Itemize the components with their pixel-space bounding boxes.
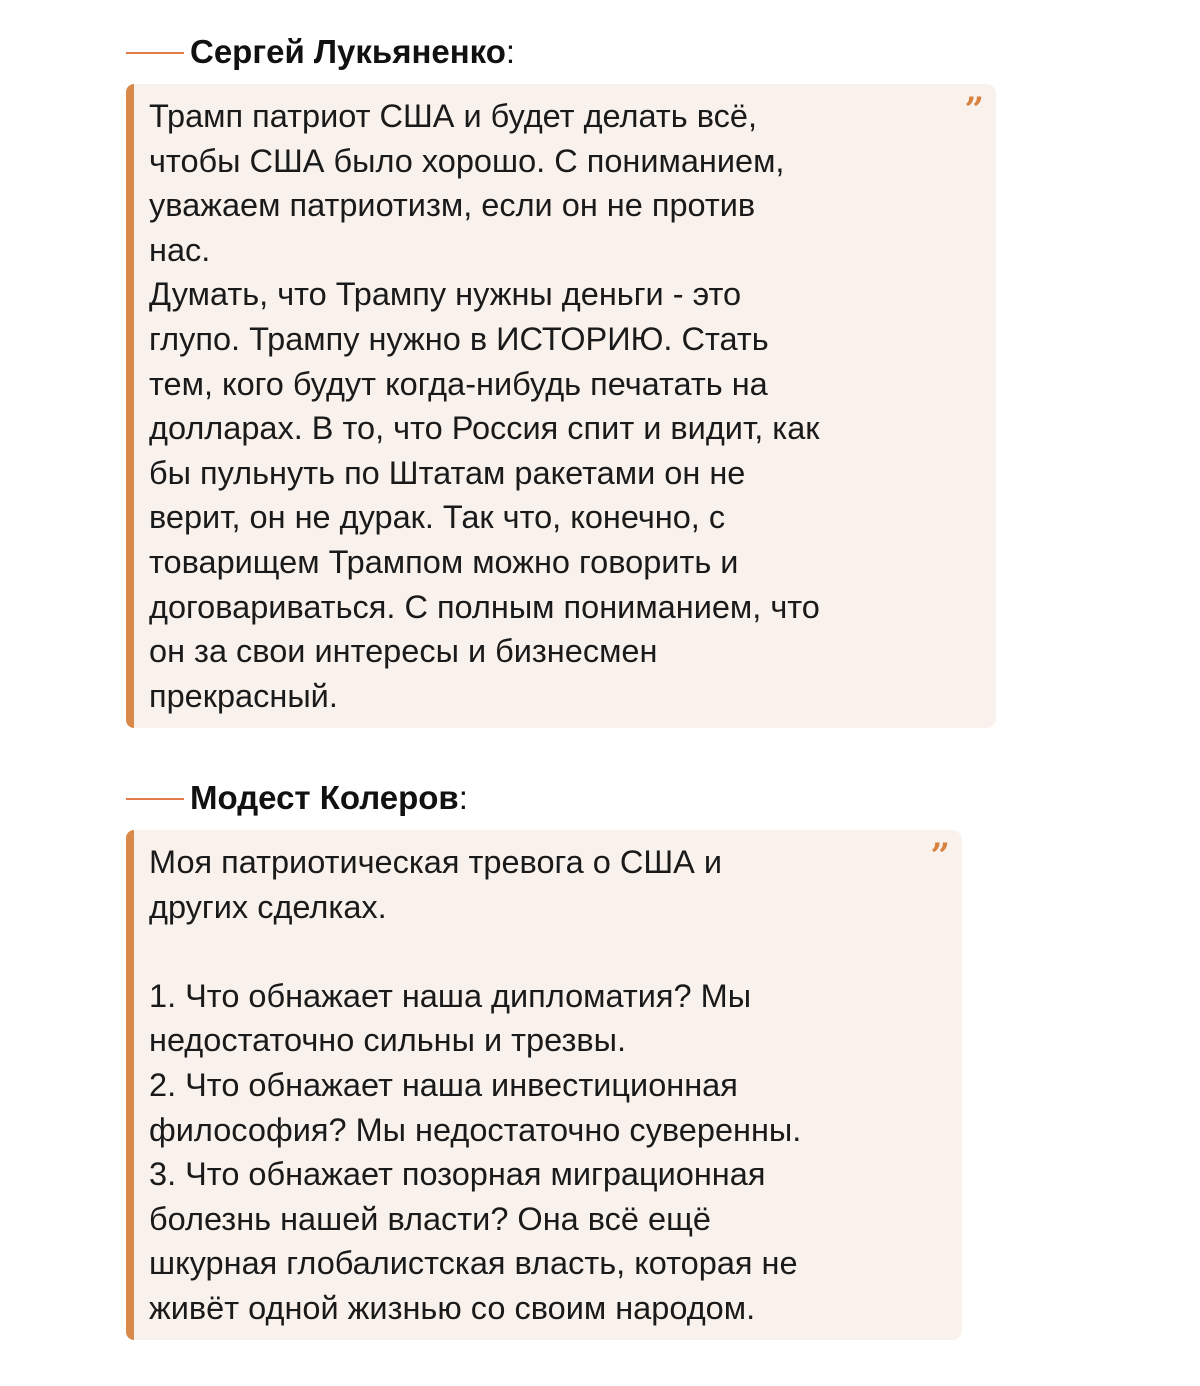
quote-block-kolerov	[126, 778, 962, 1340]
quote-text: Трамп патриот США и будет делать всё, чтобы США было хорошо. С пониманием, уважаем патриотизм, если он не против нас. Думать, что Трампу нужны деньги - это глупо. Трампу нужно в ИСТОРИЮ. Стать тем, кого будут когда-нибудь печатать на долларах. В то, что Россия спит и видит, как бы пульнуть по Штатам ракетами он не верит, он не дурак. Так что, конечно, с товарищем Трампом можно говорить и договариваться. С полным пониманием, что он за свои интересы и бизнесмен прекрасный.	[149, 98, 820, 714]
speaker-line	[126, 32, 996, 72]
quote-mark-icon: ”	[964, 90, 984, 130]
quote-mark-icon: ”	[930, 836, 950, 876]
speaker-colon: :	[505, 33, 516, 70]
quote-bubble	[126, 84, 996, 728]
speaker-name: Сергей Лукьяненко	[190, 33, 506, 70]
quote-bubble	[126, 830, 962, 1340]
speaker-line	[126, 778, 962, 818]
speaker-dash	[126, 52, 184, 54]
quote-block-lukyanenko	[126, 32, 996, 728]
quote-text: Моя патриотическая тревога о США и других сделках. 1. Что обнажает наша дипломатия? Мы недостаточно сильны и трезвы. 2. Что обнажает наша инвестиционная философия? Мы недостаточно суверенны. 3. Что обнажает позорная миграционная болезнь нашей власти? Она всё ещё шкурная глобалистская власть, которая не живёт одной жизнью со своим народом.	[149, 844, 802, 1326]
speaker-colon: :	[458, 779, 468, 816]
speaker-dash	[126, 798, 184, 800]
speaker-name: Модест Колеров	[190, 779, 459, 816]
